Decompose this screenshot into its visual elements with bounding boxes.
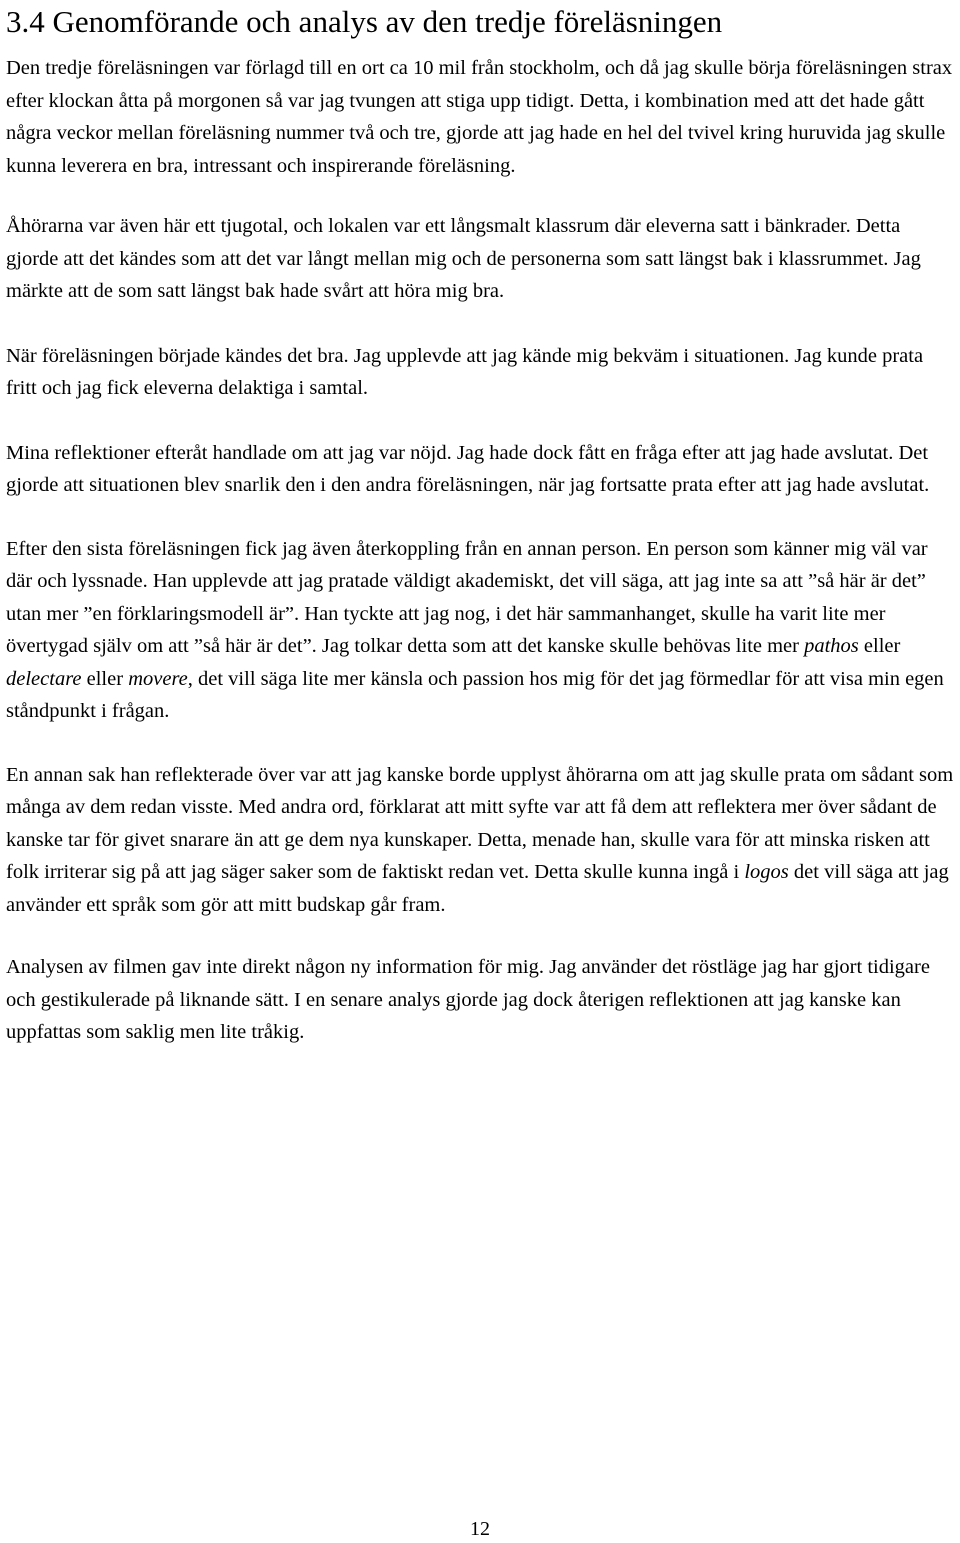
text-segment: En annan sak han reflekterade över var att jag kanske borde upplyst åhörarna om att jag skulle prata om sådant som många av dem redan visste. Med andra ord, förklarat att mitt syfte var att få dem att reflektera mer över sådant de kanske tar för givet snarare än att ge dem nya kunskaper. Detta, menade han, skulle vara för att minska risken att folk irriterar sig på att jag säger saker som de faktiskt redan vet. Detta skulle kunna ingå i — [6, 763, 954, 883]
page-number: 12 — [470, 1518, 490, 1540]
paragraph-4 — [6, 437, 956, 502]
paragraph-7 — [6, 951, 956, 1049]
text-segment: eller — [81, 667, 129, 690]
italic-term-logos: logos — [744, 861, 789, 883]
paragraph-5 — [6, 533, 956, 728]
paragraph-3 — [6, 340, 956, 405]
text-segment: det vill säga att jag använder ett språk som gör att mitt budskap går fram. — [6, 861, 949, 916]
text-segment: Analysen av filmen gav inte direkt någon ny information för mig. Jag använder det röstläge jag har gjort tidigare och gestikulerade på liknande sätt. I en senare analys gjorde jag dock återigen reflektionen att jag kanske kan uppfattas som saklig men lite tråkig. — [6, 956, 930, 1043]
text-segment: Efter den sista föreläsningen fick jag även återkoppling från en annan person. En person som känner mig väl var där och lyssnade. Han upplevde att jag pratade väldigt akademiskt, det vill säga, att jag inte sa att ”så här är det” utan mer ”en förklaringsmodell är”. Han tyckte att jag nog, i det här sammanhanget, skulle ha varit lite mer övertygad själv om att ”så här är det”. Jag tolkar detta som att det kanske skulle behövas lite mer — [6, 537, 928, 657]
document-page — [6, 0, 956, 1049]
paragraph-1 — [6, 52, 956, 182]
italic-term-delectare: delectare — [6, 667, 82, 690]
text-segment: eller — [858, 635, 901, 657]
text-segment: Mina reflektioner efteråt handlade om att jag var nöjd. Jag hade dock fått en fråga efter att jag hade avslutat. Det gjorde att situationen blev snarlik den i den andra föreläsningen, när jag fortsatte prata efter att jag hade avslutat. — [6, 441, 930, 496]
text-segment: , det vill säga lite mer känsla och passion hos mig för det jag förmedlar för att visa min egen ståndpunkt i frågan. — [6, 667, 944, 722]
text-segment: När föreläsningen började kändes det bra. Jag upplevde att jag kände mig bekväm i situationen. Jag kunde prata fritt och jag fick eleverna delaktiga i samtal. — [6, 344, 924, 399]
text-segment: Den tredje föreläsningen var förlagd till en ort ca 10 mil från stockholm, och då jag skulle börja föreläsningen strax efter klockan åtta på morgonen så var jag tvungen att stiga upp tidigt. Detta, i kombination med att det hade gått några veckor mellan föreläsning nummer två och tre, gjorde att jag hade en hel del tvivel kring huruvida jag skulle kunna leverera en bra, intressant och inspirerande föreläsning. — [6, 57, 953, 177]
text-segment: Åhörarna var även här ett tjugotal, och lokalen var ett långsmalt klassrum där eleverna satt i bänkrader. Detta gjorde att det kändes som att det var långt mellan mig och de personerna som satt längst bak i klassrummet. Jag märkte att de som satt längst bak hade svårt att höra mig bra. — [6, 215, 921, 302]
italic-term-movere: movere — [128, 667, 188, 690]
paragraph-2 — [6, 210, 956, 308]
italic-term-pathos: pathos — [804, 635, 859, 657]
paragraph-6 — [6, 759, 956, 922]
section-heading: 3.4 Genomförande och analys av den tredje föreläsningen — [6, 4, 723, 39]
